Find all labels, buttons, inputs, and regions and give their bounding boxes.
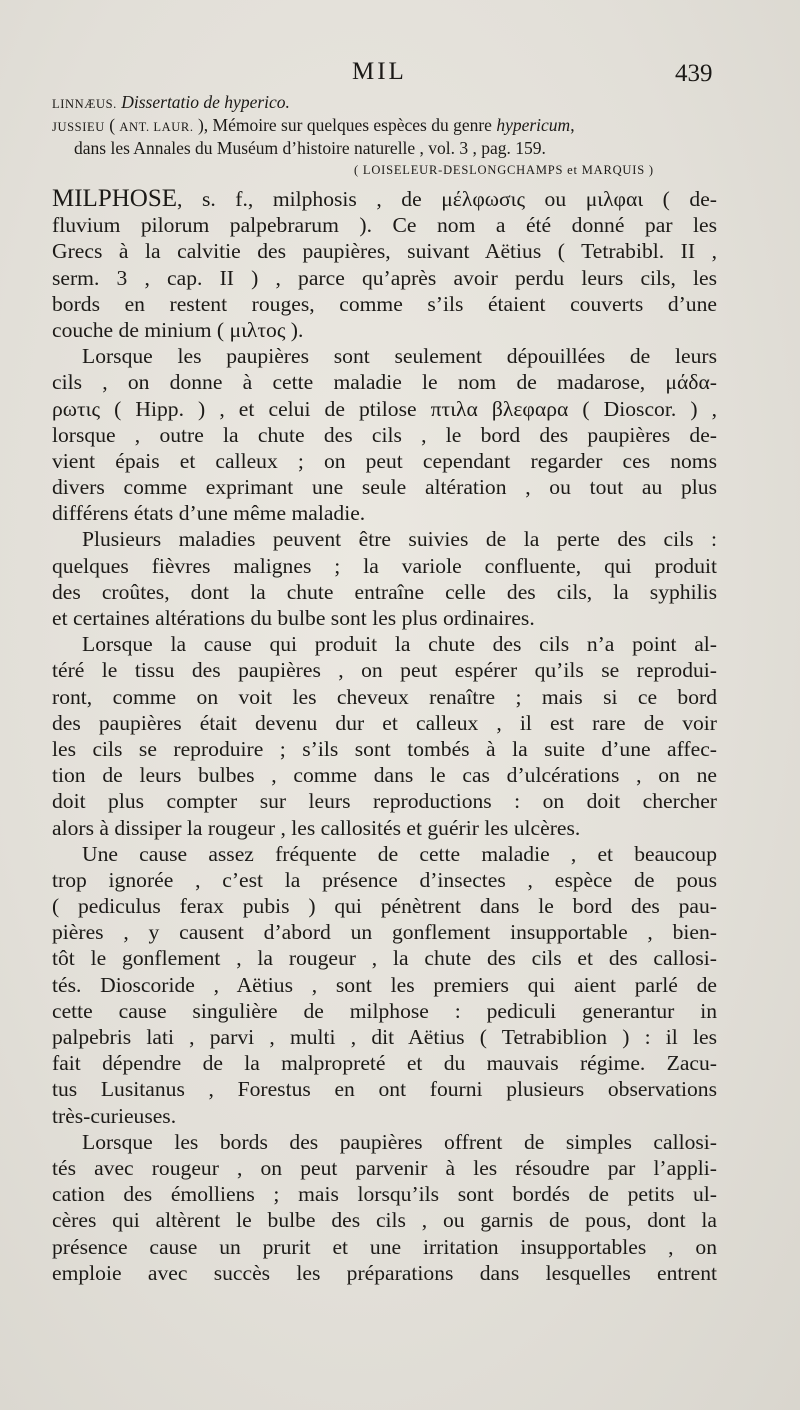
- text-line: des croûtes, dont la chute entraîne celle des cils, la syphilis: [52, 579, 717, 604]
- page-number: 439: [675, 60, 713, 87]
- text-line: divers comme exprimant une seule altération , ou tout au plus: [52, 475, 717, 500]
- text-line: différens états d’une même maladie.: [52, 501, 366, 526]
- text-line: lorsque , outre la chute des cils , le bord des paupières de-: [52, 422, 717, 447]
- text-line: serm. 3 , cap. II ) , parce qu’après avoir perdu leurs cils, les: [52, 265, 717, 290]
- text-line: cils , on donne à cette maladie le nom de madarose, μάδα-: [52, 370, 717, 395]
- bibliography: [52, 92, 742, 182]
- text-line: couche de minium ( μιλτος ).: [52, 317, 304, 342]
- text-line: Lorsque la cause qui produit la chute des cils n’a point al-: [82, 632, 717, 657]
- text-line: ront, comme on voit les cheveux renaître ; mais si ce bord: [52, 684, 717, 709]
- text-line: ρωτις ( Hipp. ) , et celui de ptilose πτιλα βλεφαρα ( Dioscor. ) ,: [52, 396, 717, 421]
- reference-title: Dissertatio de hyperico.: [116, 92, 290, 112]
- text-line: tés avec rougeur , on peut parvenir à les résoudre par l’appli-: [52, 1155, 717, 1180]
- text-line: Grecs à la calvitie des paupières, suivant Aëtius ( Tetrabibl. II ,: [52, 239, 717, 264]
- text-line: téré le tissu des paupières , on peut espérer qu’ils se reprodui-: [52, 658, 717, 683]
- text-line: présence cause un prurit et une irritation insupportables , on: [52, 1234, 717, 1259]
- text-line: quelques fièvres malignes ; la variole confluente, qui produit: [52, 553, 717, 578]
- text-line: Lorsque les bords des paupières offrent de simples callosi-: [82, 1129, 717, 1154]
- text-line: vient épais et calleux ; on peut cependant regarder ces noms: [52, 448, 717, 473]
- author-name: LINNÆUS.: [52, 97, 117, 111]
- text-line: Plusieurs maladies peuvent être suivies de la perte des cils :: [82, 527, 717, 552]
- reference-jussieu-continued: dans les Annales du Muséum d’histoire naturelle , vol. 3 , pag. 159.: [74, 138, 546, 158]
- text-line: et certaines altérations du bulbe sont les plus ordinaires.: [52, 606, 535, 630]
- article-body: [52, 186, 717, 1286]
- headword: MILPHOSE: [52, 186, 178, 212]
- text-line: des paupières était devenu dur et calleux , il est rare de voir: [52, 710, 717, 735]
- reference-jussieu: JUSSIEU ( ANT. LAUR. ), Mémoire sur quelques espèces du genre hypericum,: [52, 115, 575, 135]
- text-line: trop ignorée , c’est la présence d’insectes , espèce de pous: [52, 867, 717, 892]
- text-line: palpebris lati , parvi , multi , dit Aëtius ( Tetrabiblion ) : il les: [52, 1025, 717, 1049]
- article-signature: ( LOISELEUR-DESLONGCHAMPS et MARQUIS ): [354, 163, 654, 177]
- text-line: MILPHOSE, s. f., milphosis , de μέλφωσις ou μιλφαι ( de-: [52, 186, 717, 212]
- text-line: Une cause assez fréquente de cette maladie , et beaucoup: [82, 841, 717, 866]
- text-line: ( pediculus ferax pubis ) qui pénètrent dans le bord des pau-: [52, 894, 717, 919]
- text-line: doit plus compter sur leurs reproductions : on doit chercher: [52, 789, 717, 814]
- text-line: très-curieuses.: [52, 1103, 177, 1128]
- text-line: Lorsque les paupières sont seulement dépouillées de leurs: [82, 344, 717, 369]
- author-name: JUSSIEU: [52, 120, 105, 134]
- text-line: tus Lusitanus , Forestus en ont fourni plusieurs observations: [52, 1077, 717, 1102]
- text-line: cette cause singulière de milphose : pediculi generantur in: [52, 998, 717, 1023]
- running-header: MIL: [352, 58, 407, 85]
- text-line: tôt le gonflement , la rougeur , la chute des cils et des callosi-: [52, 946, 717, 971]
- text-line: fluvium pilorum palpebrarum ). Ce nom a été donné par les: [52, 213, 717, 238]
- text-line: cation des émolliens ; mais lorsqu’ils sont bordés de petits ul-: [52, 1182, 717, 1207]
- text-line: pières , y causent d’abord un gonflement insupportable , bien-: [52, 920, 717, 945]
- text-line: les cils se reproduire ; s’ils sont tombés à la suite d’une affec-: [52, 736, 717, 761]
- text-line: bords en restent rouges, comme s’ils étaient couverts d’une: [52, 291, 717, 316]
- text-line: alors à dissiper la rougeur , les callosités et guérir les ulcères.: [52, 815, 581, 840]
- reference-linnaeus: [52, 92, 742, 115]
- text-line: emploie avec succès les préparations dans lesquelles entrent: [52, 1260, 717, 1285]
- text-line: tés. Dioscoride , Aëtius , sont les premiers qui aient parlé de: [52, 972, 717, 997]
- text-line: fait dépendre de la malpropreté et du mauvais régime. Zacu-: [52, 1051, 717, 1076]
- text-line: tion de leurs bulbes , comme dans le cas d’ulcérations , on ne: [52, 763, 717, 788]
- text-line: cères qui altèrent le bulbe des cils , ou garnis de pous, dont la: [52, 1208, 717, 1233]
